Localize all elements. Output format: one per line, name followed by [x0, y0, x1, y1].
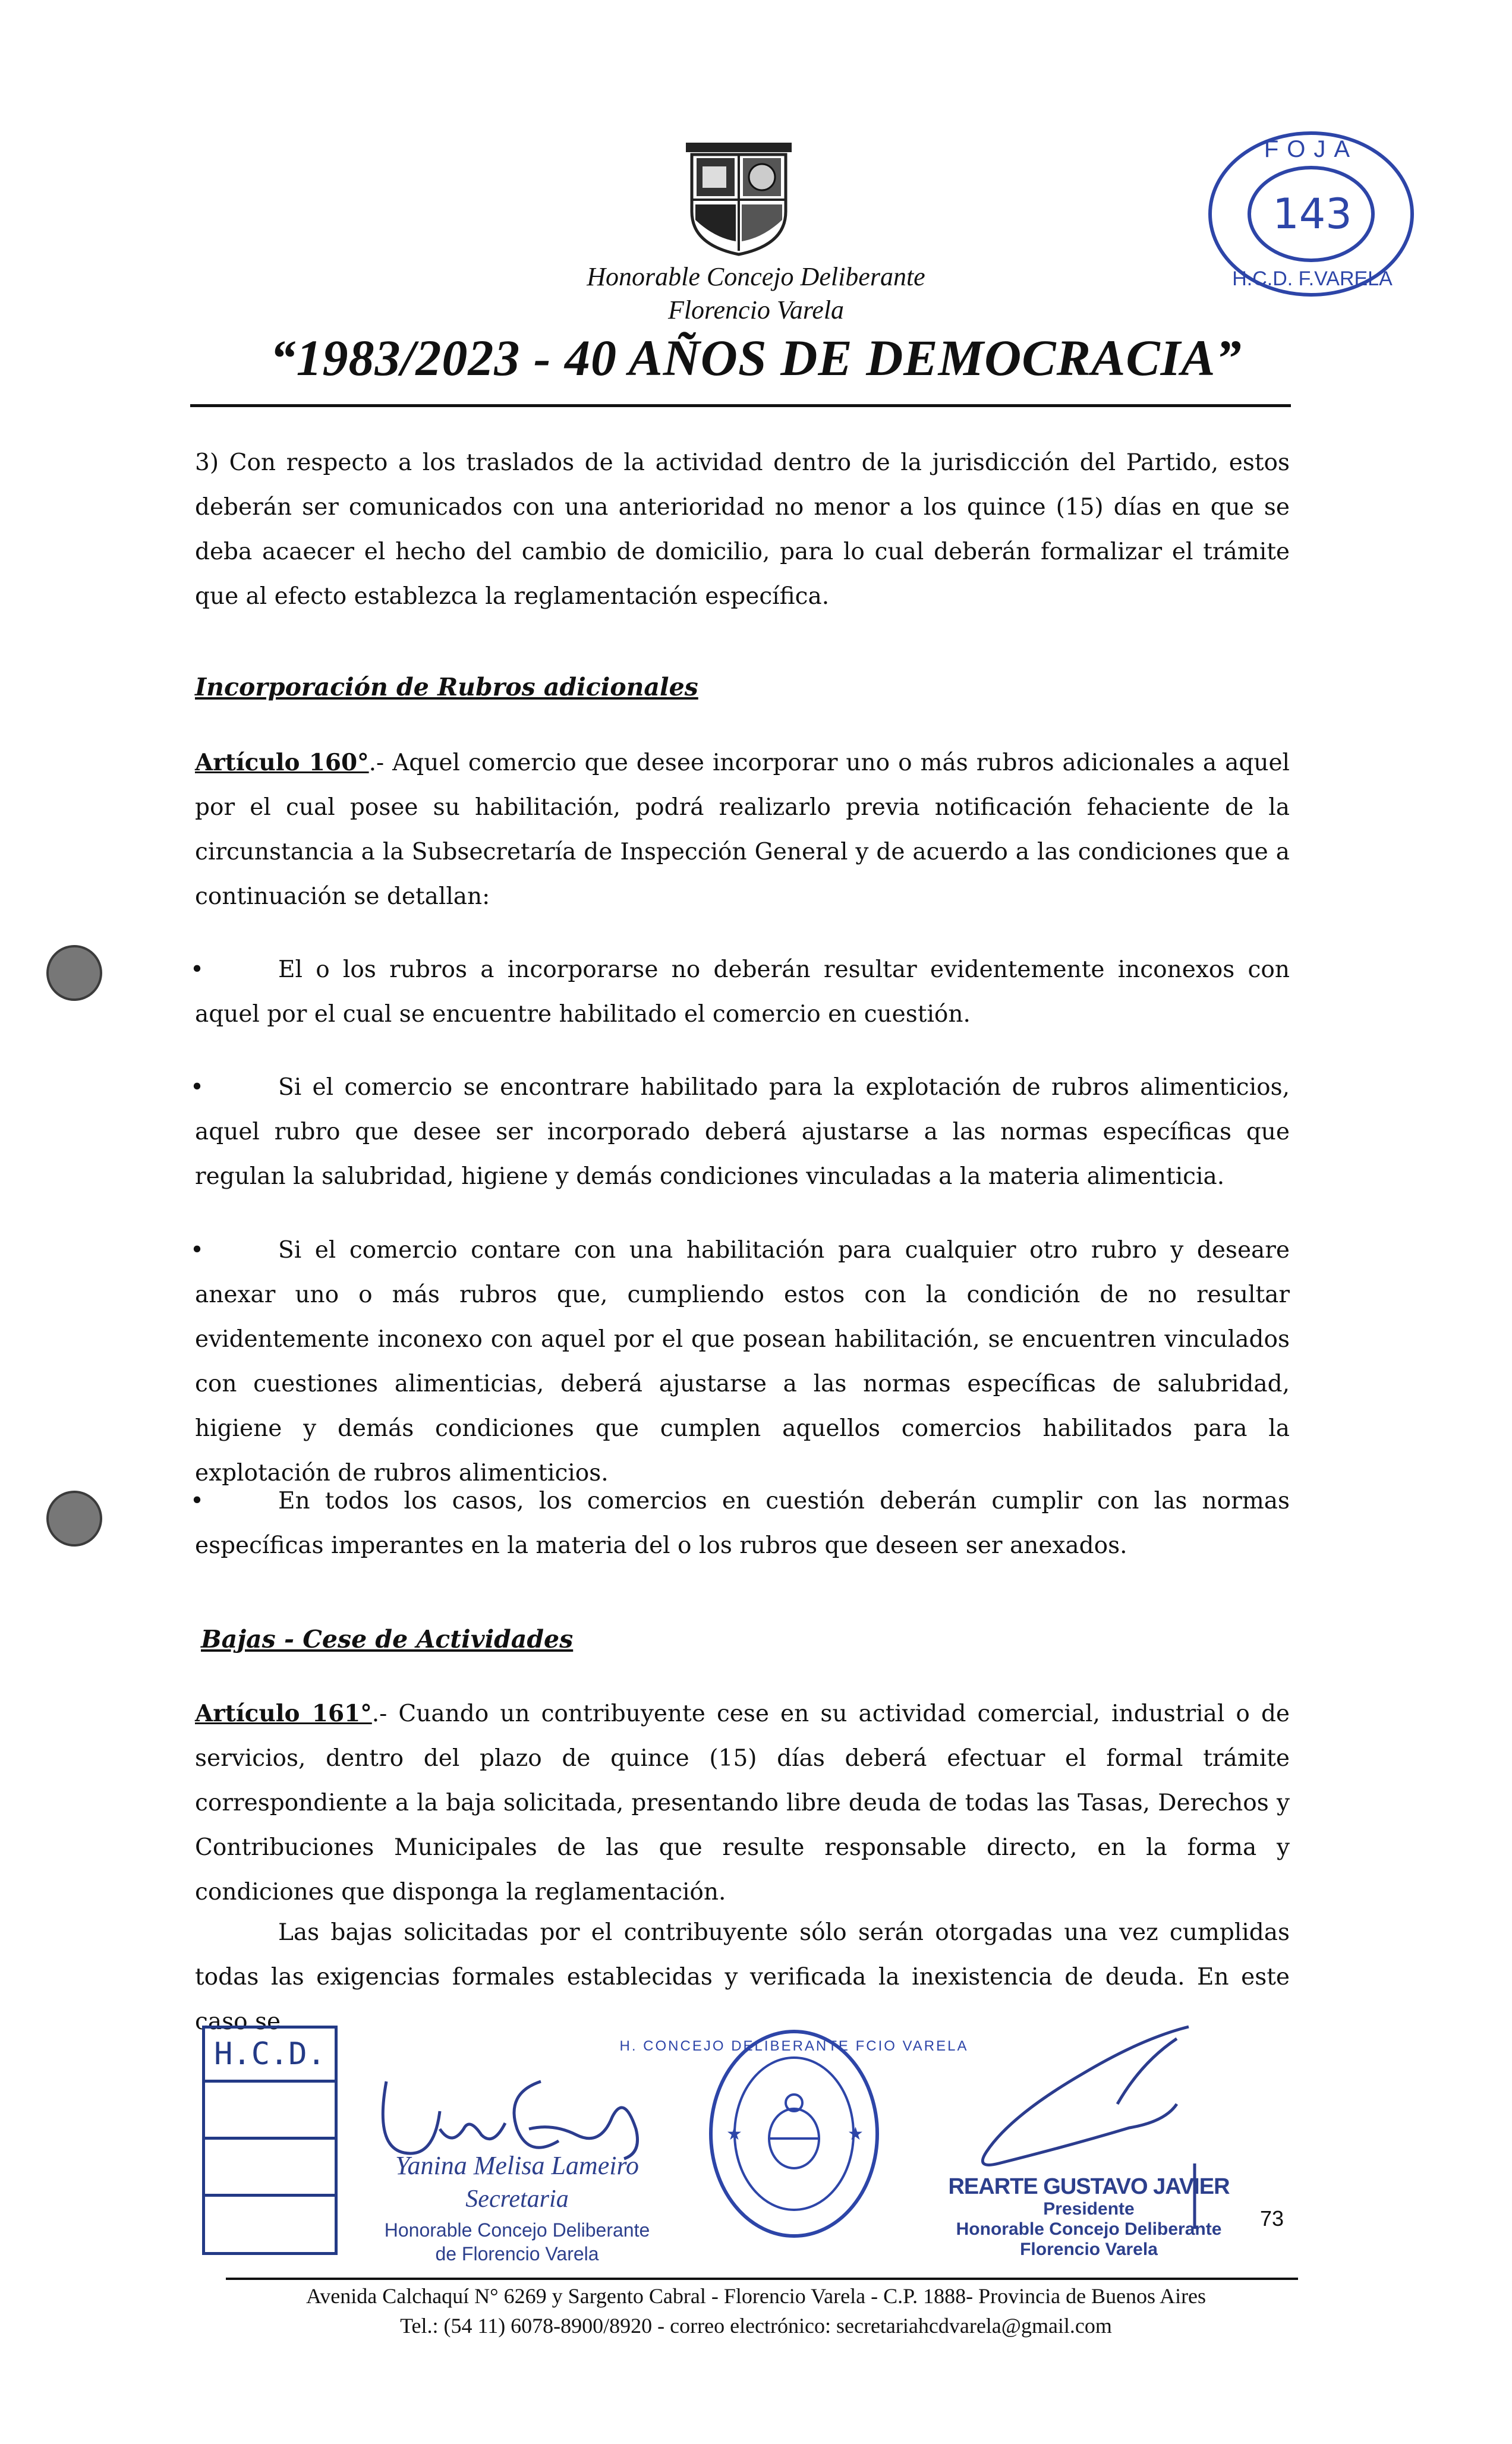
foja-bottom-text: H.C.D. F.VARELA	[1232, 267, 1393, 290]
foja-number: 143	[1272, 190, 1352, 238]
star-icon: ★	[726, 2124, 742, 2144]
president-org-city: Florencio Varela	[1020, 2240, 1158, 2259]
article-160-text: .- Aquel comercio que desee incorporar uno o más rubros adicionales a aquel por el cual posee su habilitación, podrá realizarlo previa notificación fehaciente de la circunstancia a la Subsecretaría de Inspección General y de acuerdo a las condiciones que a continuación se detallan:	[195, 749, 1290, 910]
bullet-icon: •	[190, 956, 204, 983]
institution-name: Honorable Concejo Deliberante	[587, 262, 925, 291]
president-name: REARTE GUSTAVO JAVIER	[948, 2174, 1230, 2199]
article-160-label: Artículo 160°	[195, 749, 369, 776]
hcd-initials-box	[202, 2026, 338, 2255]
bullet-item: • Si el comercio contare con una habilitación para cualquier otro rubro y deseare anexar uno o más rubros que, cumpliendo estos con la condición de no resultar evidentemente inconexo con aquel por el que posean habilitación, se encuentren vinculados con cuestiones alimenticias, deberá ajustarse a las normas específicas de salubridad, higiene y demás condiciones que cumplen aquellos comercios habilitados para la explotación de rubros alimenticios.	[195, 1228, 1290, 1495]
bullet-item: • Si el comercio se encontrare habilitado para la explotación de rubros alimenticios, aquel rubro que desee ser incorporado deberá ajustarse a las normas específicas que regulan la salubridad, higiene y demás condiciones vinculadas a la materia alimenticia.	[195, 1065, 1290, 1199]
paragraph-traslados: 3) Con respecto a los traslados de la actividad dentro de la jurisdicción del Partido, estos deberán ser comunicados con una anterioridad no menor a los quince (15) días en que se deba acaecer el hecho del cambio de domicilio, para lo cual deberán formalizar el trámite que al efecto establezca la reglamentación específica.	[195, 449, 1290, 610]
footer-divider	[226, 2278, 1298, 2280]
seal-text: H. CONCEJO DELIBERANTE FCIO VARELA	[619, 2038, 969, 2054]
bullet-icon: •	[190, 1237, 204, 1264]
binder-hole-icon	[46, 945, 102, 1001]
president-org: Honorable Concejo Deliberante	[956, 2219, 1222, 2239]
page-number: 73	[1260, 2206, 1284, 2231]
paragraph-bajas: Las bajas solicitadas por el contribuyente sólo serán otorgadas una vez cumplidas todas las exigencias formales establecidas y verificada la inexistencia de deuda. En este caso se	[195, 1919, 1290, 2035]
article-161	[195, 1692, 1290, 1914]
secretary-name: Yanina Melisa Lameiro	[395, 2151, 639, 2180]
article-160	[195, 741, 1290, 919]
bullet-icon: •	[190, 1074, 204, 1101]
secretary-org-city: de Florencio Varela	[435, 2243, 599, 2265]
header-motto: “1983/2023 - 40 AÑOS DE DEMOCRACIA”	[270, 329, 1242, 386]
council-seal-stamp	[619, 2027, 969, 2241]
hcd-box-title: H.C.D.	[205, 2029, 335, 2083]
binder-hole-icon	[46, 1491, 102, 1547]
section-heading-bajas: Bajas - Cese de Actividades	[201, 1625, 574, 1654]
footer-contact: Tel.: (54 11) 6078-8900/8920 - correo electrónico: secretariahcdvarela@gmail.com	[400, 2314, 1112, 2338]
star-icon: ★	[848, 2124, 864, 2144]
institution-city: Florencio Varela	[667, 295, 845, 325]
bullet-item: • En todos los casos, los comercios en cuestión deberán cumplir con las normas específicas imperantes en la materia del o los rubros que deseen ser anexados.	[195, 1479, 1290, 1568]
header-divider	[190, 404, 1291, 407]
secretary-org: Honorable Concejo Deliberante	[384, 2219, 650, 2241]
bullet-icon: •	[190, 1488, 204, 1514]
president-role: Presidente	[1043, 2199, 1135, 2219]
municipal-crest-icon	[683, 140, 794, 257]
secretary-role: Secretaria	[465, 2185, 569, 2213]
bullet-item: • El o los rubros a incorporarse no deberán resultar evidentemente inconexos con aquel por el cual se encuentre habilitado el comercio en cuestión.	[195, 947, 1290, 1037]
article-161-label: Artículo 161°	[195, 1700, 372, 1727]
foja-stamp	[1205, 128, 1417, 300]
section-heading-incorporacion: Incorporación de Rubros adicionales	[195, 673, 698, 701]
footer-address: Avenida Calchaquí N° 6269 y Sargento Cabral - Florencio Varela - C.P. 1888- Provincia de Buenos Aires	[305, 2284, 1207, 2308]
article-161-text: .- Cuando un contribuyente cese en su actividad comercial, industrial o de servicios, dentro del plazo de quince (15) días deberá efectuar el formal trámite correspondiente a la baja solicitada, presentando libre deuda de todas las Tasas, Derechos y Contribuciones Municipales de las que resulte responsable directo, en la forma y condiciones que disponga la reglamentación.	[195, 1700, 1290, 1906]
foja-top-text: FOJA	[1264, 136, 1359, 162]
